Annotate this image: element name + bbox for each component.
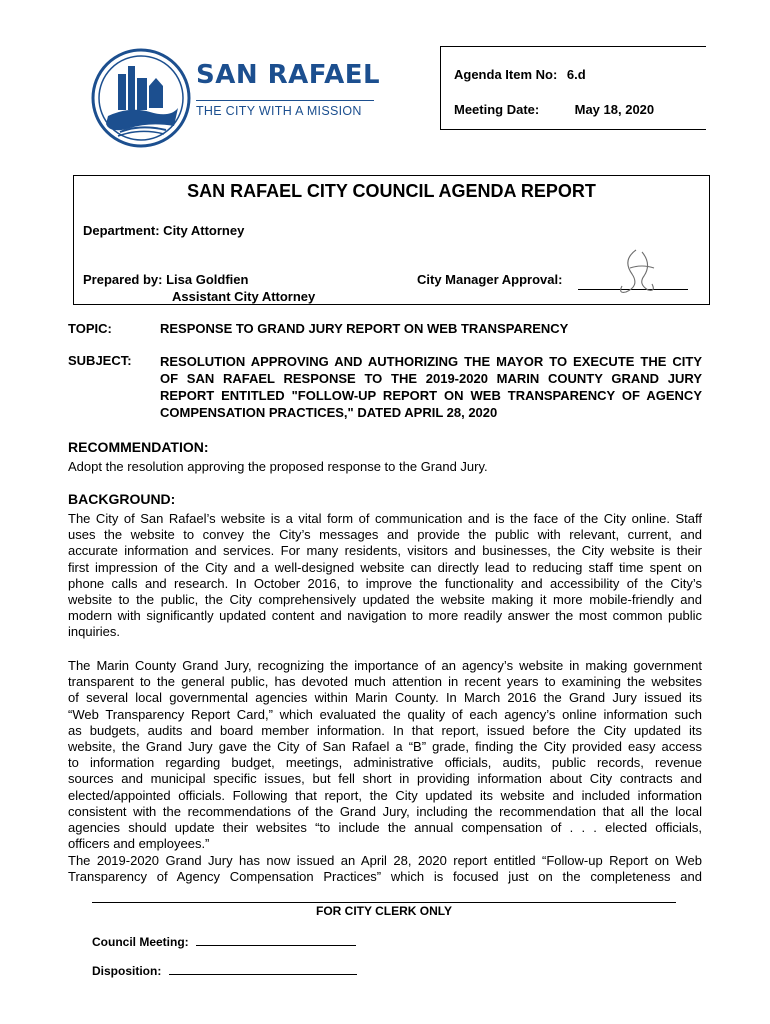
paragraph-line: phone calls and research. In October 2016, to improve the functionality and accessibility of the City’s: [68, 575, 702, 591]
prepared-by-title: Assistant City Attorney: [172, 289, 316, 304]
paragraph-line: modern with significantly updated content and navigation to more readily answer the most common public: [68, 608, 702, 624]
signature-mark: [612, 246, 662, 298]
paragraph-line: website, the Grand Jury gave the City of San Rafael a “B” grade, finding the City provided easy access: [68, 739, 702, 755]
paragraph-line: sources and municipal specific issues, but fell short in providing information about City contracts and: [68, 771, 702, 787]
clerk-divider: [92, 902, 676, 903]
paragraph-line: agencies should update their websites “to include the annual compensation of . . . elected officials,: [68, 820, 702, 836]
agenda-item-label: Agenda Item No:: [454, 67, 558, 82]
recommendation-text: Adopt the resolution approving the proposed response to the Grand Jury.: [68, 459, 488, 474]
disposition-label: Disposition:: [92, 964, 162, 978]
paragraph-line: of several local governmental agencies within Marin County. In March 2016 the Grand Jury issued its: [68, 690, 702, 706]
paragraph-line: The City of San Rafael’s website is a vital form of communication and is the face of the City online. Staff: [68, 511, 702, 526]
paragraph-line: The 2019-2020 Grand Jury has now issued an April 28, 2020 report entitled “Follow-up Report on Web: [68, 853, 702, 868]
paragraph-line: elected/appointed officials. Following that report, the City updated its website and included information: [68, 787, 702, 803]
council-meeting-line: [196, 934, 356, 946]
council-meeting-field: [92, 934, 356, 949]
report-box-bottom-rule: [73, 304, 710, 305]
paragraph-line: uses the website to convey the City’s messages and provide the public with relevant, current, and: [68, 527, 702, 543]
background-heading: BACKGROUND:: [68, 491, 176, 507]
subject-label: SUBJECT:: [68, 353, 132, 368]
disposition-field: [92, 963, 357, 978]
logo-city-name: SAN RAFAEL: [196, 60, 381, 90]
meeting-date-value: May 18, 2020: [574, 102, 655, 117]
report-title: SAN RAFAEL CITY COUNCIL AGENDA REPORT: [187, 181, 596, 201]
city-logo: [90, 46, 390, 150]
paragraph-line: inquiries.: [68, 624, 121, 640]
paragraph-line: to information regarding budget, meetings, administrative officials, audits, public records, revenue: [68, 755, 702, 771]
background-paragraph-2: [68, 658, 702, 852]
paragraph-line: “Web Transparency Report Card,” which evaluated the quality of each agency’s online information such: [68, 706, 702, 722]
recommendation-heading: RECOMMENDATION:: [68, 439, 209, 455]
paragraph-line: website to the public, the City comprehensively updated the website making it more mobile-friendly and: [68, 592, 702, 608]
department-line: Department: City Attorney: [83, 223, 245, 238]
council-meeting-label: Council Meeting:: [92, 935, 189, 949]
city-manager-approval-label: City Manager Approval:: [417, 272, 563, 287]
prepared-by-line: Prepared by: Lisa Goldfien: [83, 272, 249, 287]
background-paragraph-1: [68, 511, 702, 641]
paragraph-line: The Marin County Grand Jury, recognizing the importance of an agency’s website in making government: [68, 658, 702, 673]
subject-value: RESOLUTION APPROVING AND AUTHORIZING THE MAYOR TO EXECUTE THE CITY OF SAN RAFAEL RESPONSE TO THE 2019-2020 MARIN COUNTY GRAND JURY REPORT ENTITLED "FOLLOW-UP REPORT ON WEB TRANSPARENCY OF AGENCY COMPENSATION PRACTICES," DATED APRIL 28, 2020: [160, 354, 702, 420]
paragraph-line: consistent with the recommendations of the Grand Jury, including the recommendation that all the local: [68, 803, 702, 819]
city-seal-icon: [90, 46, 192, 150]
agenda-item-row: [454, 67, 586, 82]
paragraph-line: as budgets, audits and board member information. In that report, issued before the City updated its: [68, 722, 702, 738]
meeting-date-label: Meeting Date:: [454, 102, 540, 117]
paragraph-line: officers and employees.”: [68, 836, 210, 852]
topic-value: RESPONSE TO GRAND JURY REPORT ON WEB TRANSPARENCY: [160, 321, 569, 336]
paragraph-line: transparent to the general public, has devoted much attention in recent years to examining the websites: [68, 674, 702, 690]
logo-tagline: THE CITY WITH A MISSION: [196, 104, 362, 118]
paragraph-line: accurate information and services. For many residents, visitors and businesses, the City website is their: [68, 543, 702, 559]
clerk-heading: FOR CITY CLERK ONLY: [315, 904, 452, 918]
agenda-info-box: [440, 46, 706, 130]
logo-divider: [196, 100, 374, 101]
paragraph-line: Transparency of Agency Compensation Practices” which is focused just on the completeness and: [68, 869, 702, 885]
topic-label: TOPIC:: [68, 321, 112, 336]
meeting-date-row: [454, 102, 654, 117]
disposition-line: [169, 963, 357, 975]
agenda-item-value: 6.d: [566, 67, 586, 82]
background-paragraph-3: [68, 853, 702, 885]
paragraph-line: first impression of the City and a well-designed website can directly lead to reducing staff time spent on: [68, 559, 702, 575]
